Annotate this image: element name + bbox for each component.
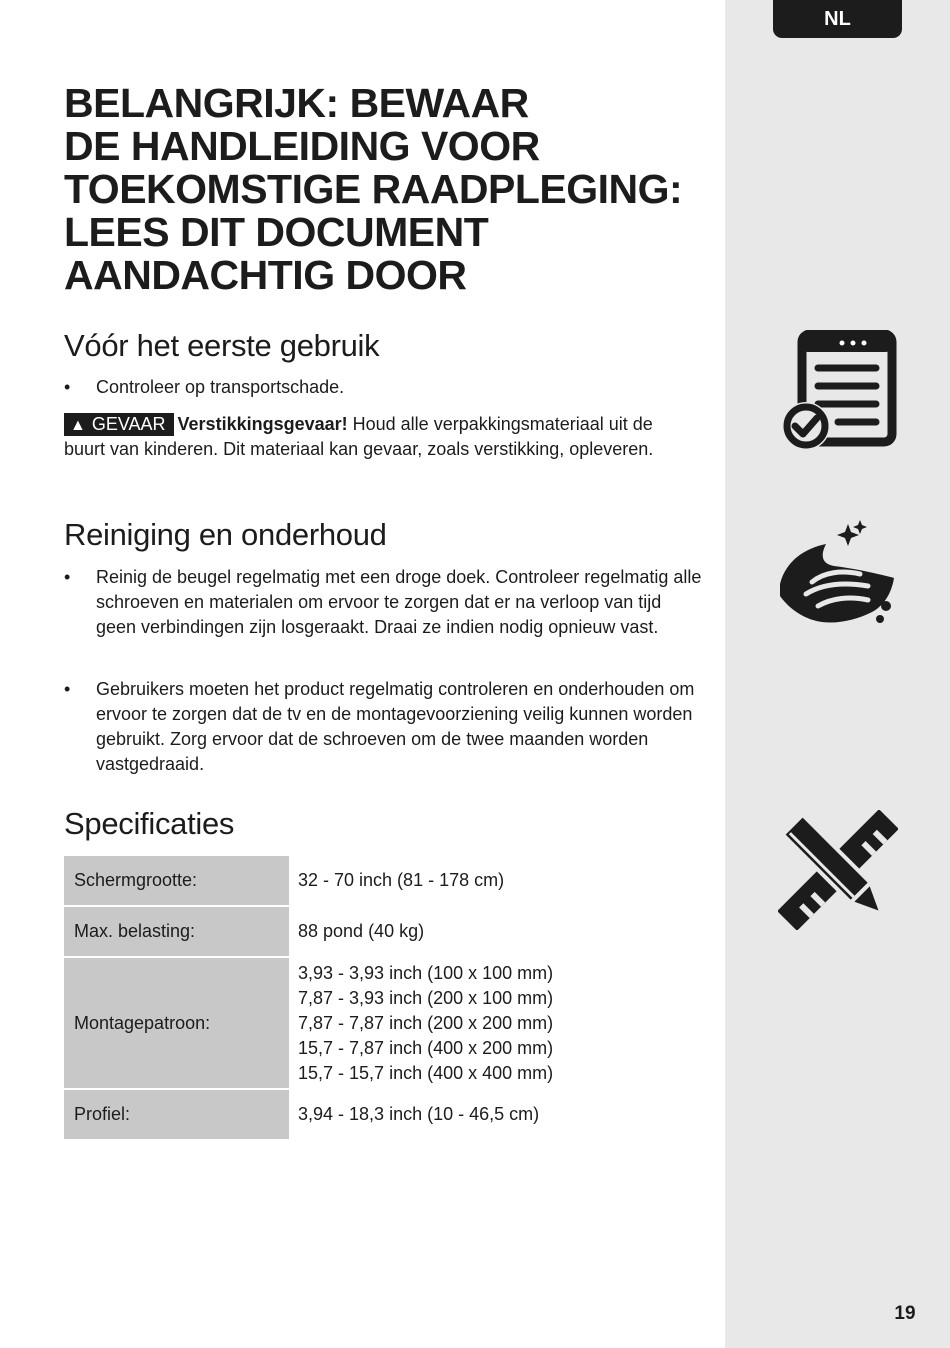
title-line: DE HANDLEIDING VOOR <box>64 123 540 169</box>
spec-value-line: 7,87 - 3,93 inch (200 x 100 mm) <box>298 987 554 1008</box>
page-number: 19 <box>894 1303 916 1324</box>
list-item <box>64 565 704 640</box>
title-line: LEES DIT DOCUMENT <box>64 209 489 255</box>
list-item-text: Gebruikers moeten het product regelmatig controleren en onderhouden om ervoor te zorgen dat de tv en de montagevoorziening veilig kunnen worden gebruikt. Zorg ervoor dat de schroeven om de twee maanden worden vastgedraaid. <box>96 679 695 774</box>
warning-triangle-icon: ▲ <box>70 417 86 434</box>
spec-label: Profiel: <box>64 1090 290 1139</box>
spec-value-line: 15,7 - 7,87 inch (400 x 200 mm) <box>298 1037 554 1058</box>
bullet-dot: • <box>64 377 71 397</box>
table-row <box>64 856 714 905</box>
spec-value: 3,94 - 18,3 inch (10 - 46,5 cm) <box>298 1104 540 1124</box>
list-item <box>64 375 704 400</box>
language-badge: NL <box>773 0 902 38</box>
spec-label: Montagepatroon: <box>64 958 290 1088</box>
title-line: BELANGRIJK: BEWAAR <box>64 80 529 126</box>
spec-label: Max. belasting: <box>64 907 290 956</box>
list-item-text: Controleer op transportschade. <box>96 377 345 397</box>
spec-value-line: 3,93 - 3,93 inch (100 x 100 mm) <box>298 962 554 983</box>
sidebar <box>725 0 950 1348</box>
spec-value: 88 pond (40 kg) <box>298 921 425 941</box>
spec-label: Schermgrootte: <box>64 856 290 905</box>
title-line: TOEKOMSTIGE RAADPLEGING: <box>64 166 683 212</box>
spec-value-line: 15,7 - 15,7 inch (400 x 400 mm) <box>298 1062 554 1083</box>
warning-badge <box>64 413 174 436</box>
warning-text: Houd alle verpakkingsmateriaal uit de buurt van kinderen. Dit materiaal kan gevaar, zoals verstikking, opleveren. <box>64 414 654 459</box>
list-item <box>64 677 704 777</box>
page-title <box>64 82 719 297</box>
warning-title: Verstikkingsgevaar! <box>177 414 348 434</box>
table-row <box>64 958 714 1088</box>
table-row <box>64 907 714 956</box>
checklist-icon <box>778 330 898 455</box>
spec-value-line: 7,87 - 7,87 inch (200 x 200 mm) <box>298 1012 554 1033</box>
specs-table <box>64 854 714 1141</box>
bullet-dot: • <box>64 679 71 699</box>
bullet-dot: • <box>64 567 71 587</box>
spec-value: 32 - 70 inch (81 - 178 cm) <box>298 870 505 890</box>
warning-badge-label: GEVAAR <box>91 414 166 434</box>
warning-notice <box>64 412 674 462</box>
title-line: AANDACHTIG DOOR <box>64 252 467 298</box>
cleaning-hand-icon <box>776 520 900 630</box>
list-item-text: Reinig de beugel regelmatig met een droge doek. Controleer regelmatig alle schroeven en materialen om ervoor te zorgen dat er na verloop van tijd geen verbindingen zijn losgeraakt. Draai ze indien nodig opnieuw vast. <box>96 567 702 637</box>
section-heading-specs: Specificaties <box>64 806 235 841</box>
ruler-pencil-icon <box>778 810 898 930</box>
table-row <box>64 1090 714 1139</box>
section-heading-first-use: Vóór het eerste gebruik <box>64 328 380 363</box>
section-heading-cleaning: Reiniging en onderhoud <box>64 517 387 552</box>
spec-value <box>290 958 714 1088</box>
